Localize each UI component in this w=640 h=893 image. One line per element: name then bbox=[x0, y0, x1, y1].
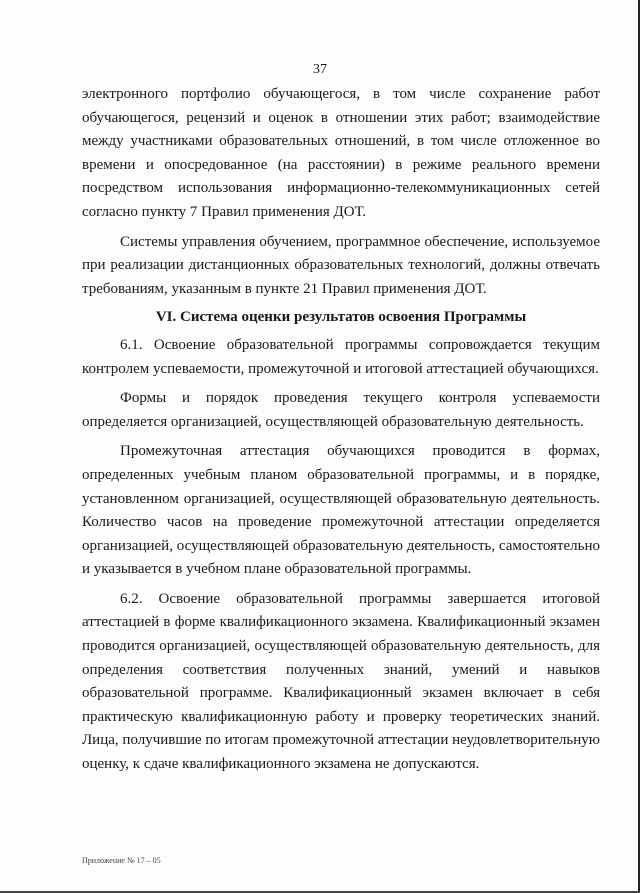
paragraph: Формы и порядок проведения текущего контроля успеваемости определяется организацией, осуществляющей образовательную деятельность. bbox=[82, 390, 600, 430]
document-body bbox=[82, 83, 600, 777]
paragraph: 6.1. Освоение образовательной программы сопровождается текущим контролем успеваемости, промежуточной и итоговой аттестацией обучающихся. bbox=[82, 336, 600, 377]
section-heading: VI. Система оценки результатов освоения Программы bbox=[155, 309, 527, 326]
paragraph: Промежуточная аттестация обучающихся проводится в формах, определенных учебным планом образовательной программы, и в порядке, установленном организацией, осуществляющей образовательную деятельность. Количество часов на проведение промежуточной аттестации определяется организацией, осуществляющей образовательную деятельность, самостоятельно и указывается в учебном плане образовательной программы. bbox=[82, 443, 600, 578]
paragraph: Системы управления обучением, программное обеспечение, используемое при реализации дистанционных образовательных технологий, должны отвечать требованиям, указанным в пункте 21 Правил применения ДОТ. bbox=[82, 233, 600, 297]
paragraph: электронного портфолио обучающегося, в том числе сохранение работ обучающегося, рецензий и оценок в отношении этих работ; взаимодействие между участниками образовательных отношений, в том числе отложенное во времени и опосредованное (на расстоянии) в режиме реального времени посредством использования информационно-телекоммуникационных сетей согласно пункту 7 Правил применения ДОТ. bbox=[82, 86, 600, 220]
footer-note: Приложение № 17 – 05 bbox=[82, 856, 161, 865]
paragraph: 6.2. Освоение образовательной программы завершается итоговой аттестацией в форме квалификационного экзамена. Квалификационный экзамен проводится организацией, осуществляющей образовательную деятельность, для определения соответствия полученных знаний, умений и навыков образовательной программе. Квалификационный экзамен включает в себя практическую квалификационную работу и проверку теоретических знаний. Лица, получившие по итогам промежуточной аттестации неудовлетворительную оценку, к сдаче квалификационного экзамена не допускаются. bbox=[82, 590, 600, 773]
page-number: 37 bbox=[313, 62, 327, 77]
